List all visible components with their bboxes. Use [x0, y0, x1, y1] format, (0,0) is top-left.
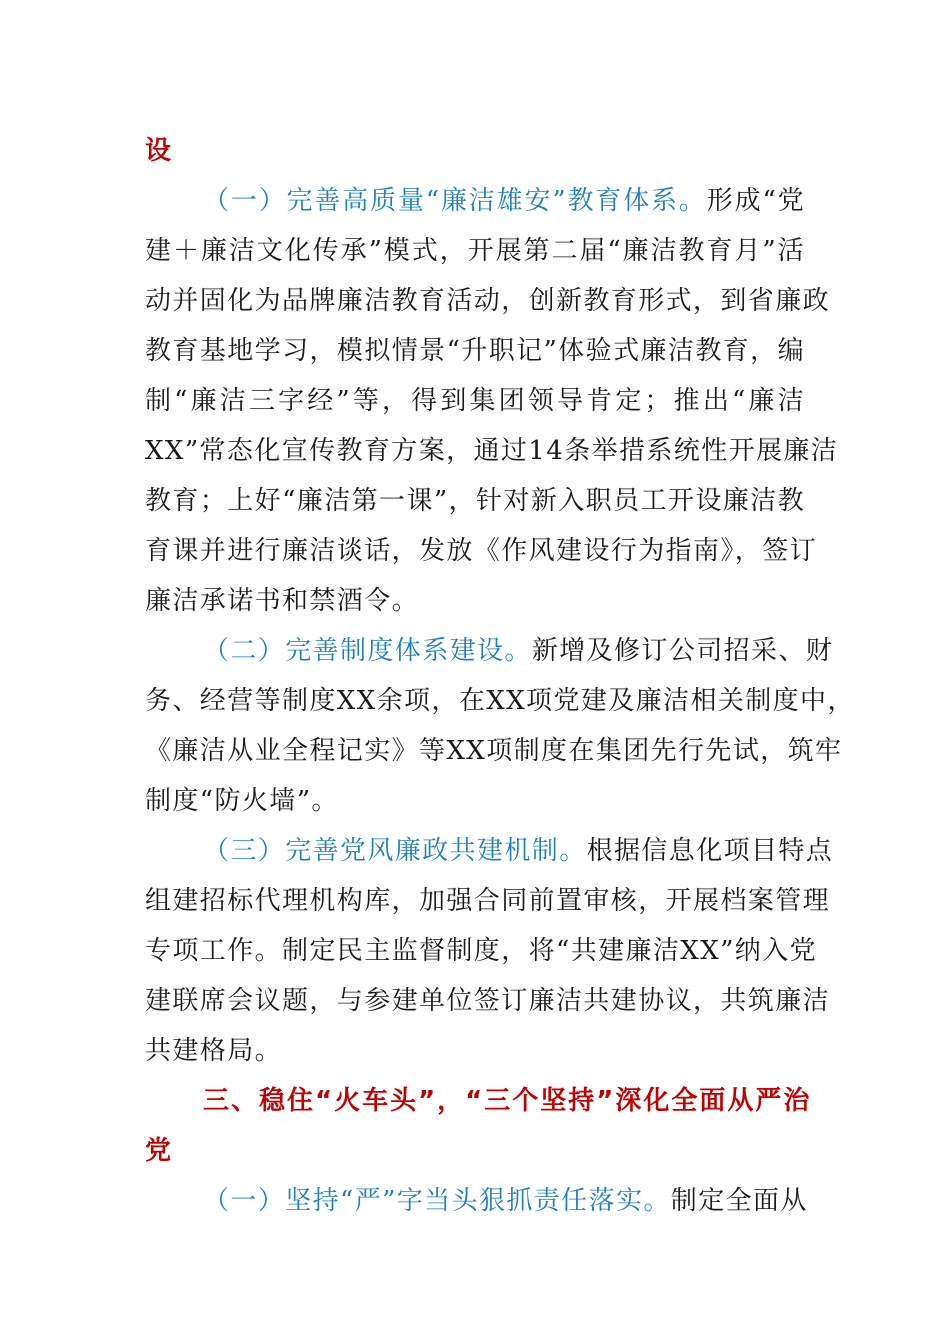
section-heading: 三、稳住“火车头”，“三个坚持”深化全面从严治 [203, 1086, 812, 1116]
paragraph-line [203, 176, 805, 226]
section-heading-tail: 党 [145, 1136, 174, 1166]
paragraph-line: 共建格局。 [145, 1036, 283, 1066]
paragraph-line: 《廉洁从业全程记实》等XX项制度在集团先行先试，筑牢 [145, 736, 843, 766]
paragraph-line: 建联席会议题，与参建单位签订廉洁共建协议，共筑廉洁 [145, 986, 831, 1016]
paragraph-text: 根据信息化项目特点 [586, 836, 834, 866]
paragraph-line: 制度“防火墙”。 [145, 786, 339, 816]
paragraph-line [203, 826, 834, 876]
paragraph-line: 动并固化为品牌廉洁教育活动，创新教育形式，到省廉政 [145, 286, 831, 316]
paragraph-line: 教育；上好“廉洁第一课”，针对新入职员工开设廉洁教 [145, 486, 805, 516]
subheading: （一）坚持“严”字当头狠抓责任落实。 [203, 1186, 671, 1216]
paragraph-text: 制定全面从 [670, 1186, 808, 1216]
section-heading-tail: 设 [145, 136, 174, 166]
paragraph-line: 育课并进行廉洁谈话，发放《作风建设行为指南》，签订 [145, 536, 818, 566]
paragraph-line: 教育基地学习，模拟情景“升职记”体验式廉洁教育，编 [145, 336, 805, 366]
paragraph-line: 组建招标代理机构库，加强合同前置审核，开展档案管理 [145, 886, 831, 916]
paragraph-line: 廉洁承诺书和禁酒令。 [145, 586, 420, 616]
paragraph-line: 制“廉洁三字经”等，得到集团领导肯定；推出“廉洁 [145, 386, 805, 416]
subheading: （二）完善制度体系建设。 [203, 636, 532, 666]
subheading: （三）完善党风廉政共建机制。 [203, 836, 587, 866]
paragraph-line: 建＋廉洁文化传承”模式，开展第二届“廉洁教育月”活 [145, 236, 805, 266]
paragraph-line [203, 1176, 808, 1226]
paragraph-line [203, 626, 834, 676]
subheading: （一）完善高质量“廉洁雄安”教育体系。 [203, 186, 707, 216]
paragraph-text: 形成“党 [706, 186, 805, 216]
paragraph-line: 专项工作。制定民主监督制度，将“共建廉洁XX”纳入党 [145, 936, 818, 966]
paragraph-text: 新增及修订公司招采、财 [531, 636, 834, 666]
paragraph-line: 务、经营等制度XX余项，在XX项党建及廉洁相关制度中， [145, 686, 855, 716]
paragraph-line: XX”常态化宣传教育方案，通过14条举措系统性开展廉洁 [145, 436, 839, 466]
